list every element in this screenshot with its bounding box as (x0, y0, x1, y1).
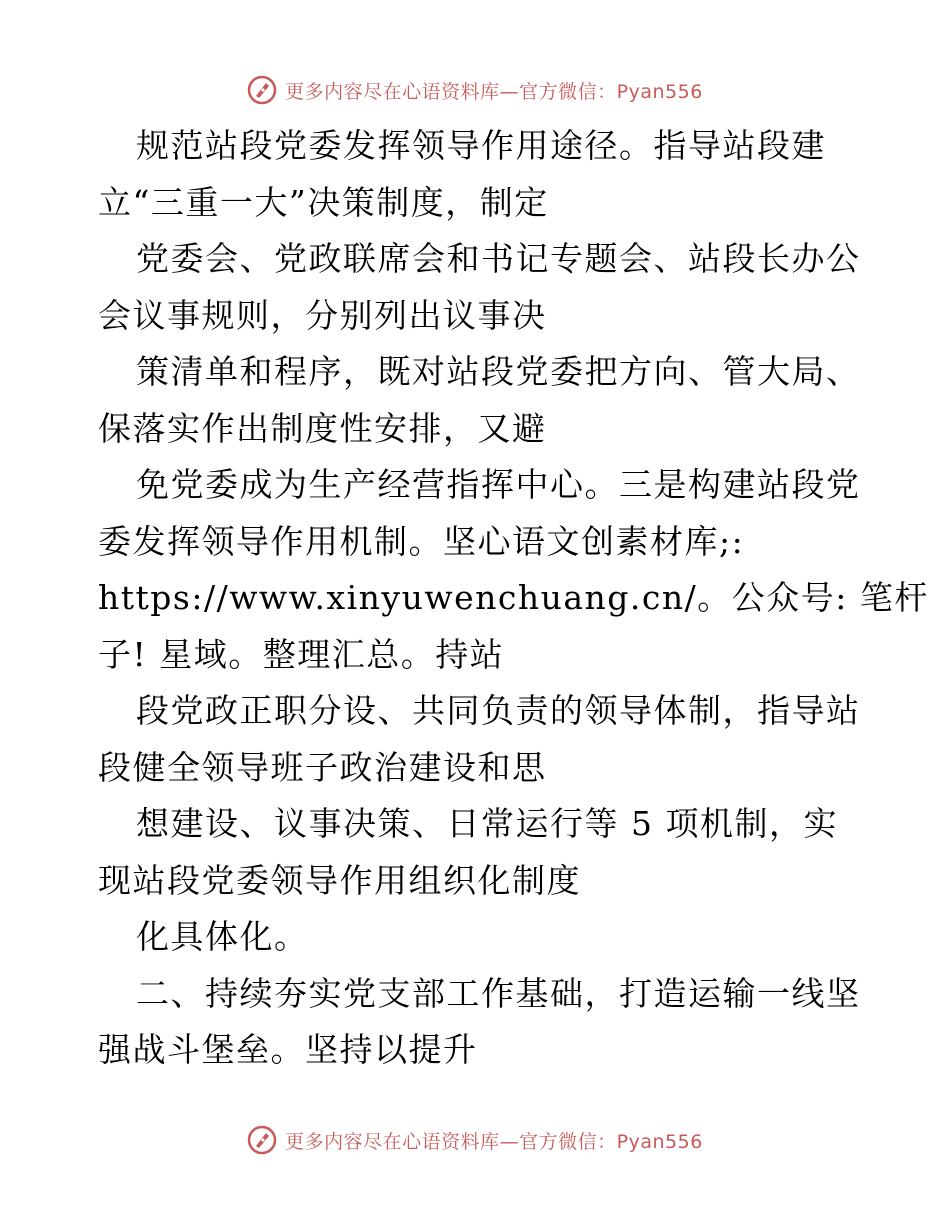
body-line: 委发挥领导作用机制。坚心语文创素材库;: (98, 521, 745, 561)
body-line: 会议事规则，分别列出议事决 (98, 295, 547, 335)
pen-nib-logo-icon (247, 75, 277, 105)
body-line: 立“三重一大”决策制度，制定 (98, 182, 549, 222)
document-body (98, 118, 929, 1079)
footer-banner (0, 1120, 950, 1160)
body-line: 段党政正职分设、共同负责的领导体制，指导站 (136, 691, 861, 730)
footer-banner-text: 更多内容尽在心语资料库—官方微信：Pyan556 (285, 1130, 703, 1153)
body-line: 免党委成为生产经营指挥中心。三是构建站段党 (136, 465, 861, 504)
body-line: 强战斗堡垒。坚持以提升 (98, 1030, 478, 1069)
body-line: https://www.xinyuwenchuang.cn/。公众号: 笔杆 (98, 578, 929, 617)
body-line: 保落实作出制度性安排，又避 (98, 408, 547, 448)
pen-nib-logo-icon (247, 1125, 277, 1155)
header-banner-text: 更多内容尽在心语资料库—官方微信：Pyan556 (285, 80, 703, 103)
body-line: 规范站段党委发挥领导作用途径。指导站段建 (136, 126, 826, 165)
body-line: 子! 星域。整理汇总。持站 (98, 634, 505, 674)
body-line: 化具体化。 (136, 917, 309, 956)
header-banner (0, 70, 950, 110)
body-line: 现站段党委领导作用组织化制度 (98, 860, 581, 900)
body-line: 党委会、党政联席会和书记专题会、站段长办公 (136, 239, 861, 278)
body-line: 策清单和程序，既对站段党委把方向、管大局、 (136, 352, 861, 391)
body-line: 段健全领导班子政治建设和思 (98, 747, 547, 787)
body-line: 想建设、议事决策、日常运行等 5 项机制，实 (136, 804, 838, 843)
body-line: 二、持续夯实党支部工作基础，打造运输一线坚 (136, 973, 861, 1013)
